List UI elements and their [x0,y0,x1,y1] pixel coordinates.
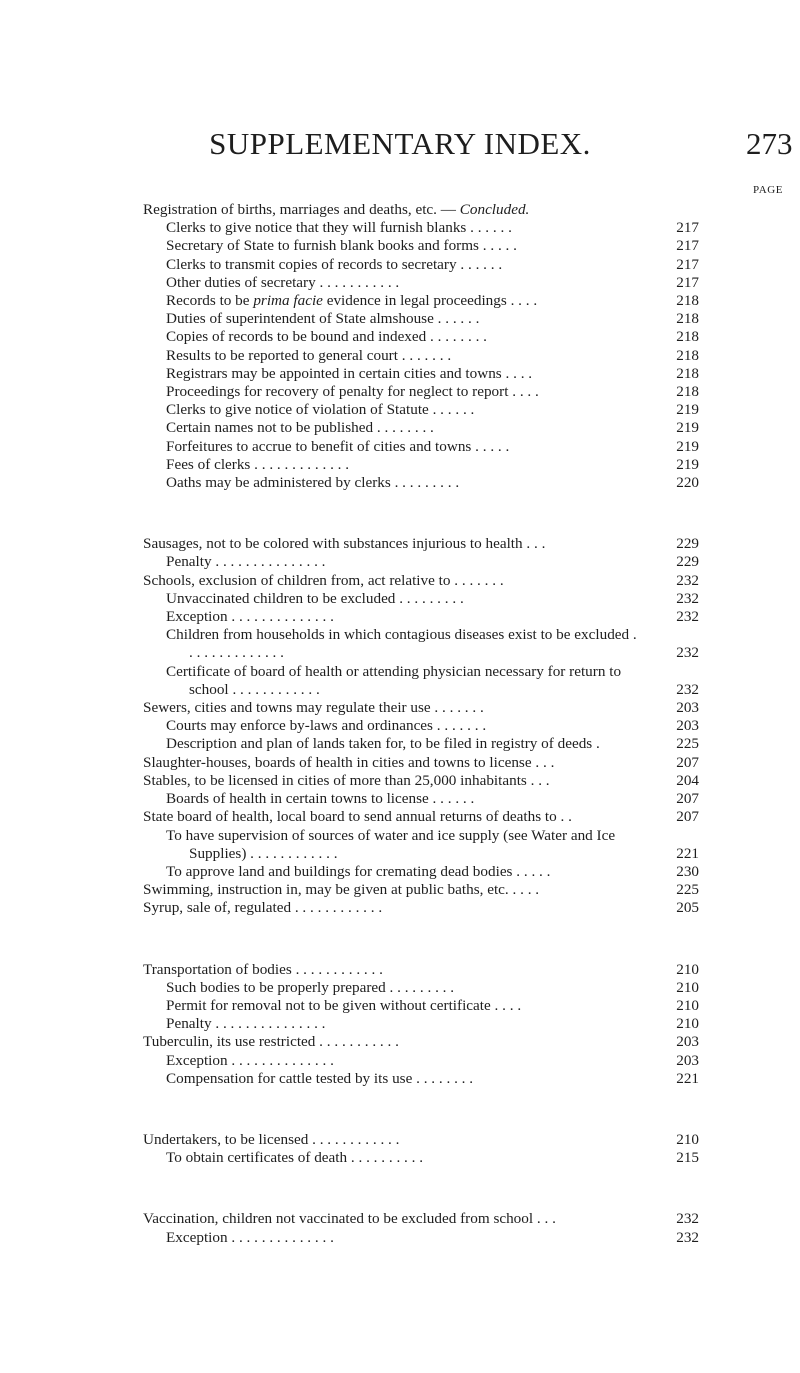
entry-page-number: 217 [676,255,699,273]
entry-page-number: 204 [676,771,699,789]
entry-text [143,456,699,474]
index-subentry [143,401,699,419]
entry-text [143,808,699,826]
entry-text-part: Description and plan of lands taken for, to be filed in registry of deeds . [166,735,600,753]
index-subentry [143,663,699,699]
index-entry [143,1033,699,1051]
entry-page-number: 217 [676,237,699,255]
entry-text [143,237,699,255]
entry-text [143,1033,699,1051]
entry-italic: Concluded. [459,201,530,218]
entry-page-number: 217 [676,219,699,237]
entry-text-part: Duties of superintendent of State almshouse . . . . . . [166,310,480,328]
entry-text-part: Other duties of secretary . . . . . . . . . . . [166,273,400,291]
entry-text-part: Sewers, cities and towns may regulate their use . . . . . . . [143,699,484,717]
entry-text-part: Registrars may be appointed in certain cities and towns . . . . [166,364,533,382]
entry-text [143,365,699,383]
index-entry [143,899,699,917]
entry-page-number: 203 [676,1051,699,1069]
entry-page-number: 217 [676,273,699,291]
entry-page-number: 229 [676,535,699,553]
entry-text-part: Clerks to give notice of violation of Statute . . . . . . [166,401,475,419]
entry-text [143,1149,699,1167]
entry-text-part: Copies of records to be bound and indexed . . . . . . . . [166,328,487,346]
index-subentry [143,717,699,735]
index-subentry [143,863,699,881]
index-subentry [143,979,699,997]
index-subentry [143,1052,699,1070]
entry-text-part: evidence in legal proceedings . . . . [322,292,538,310]
entry-page-number: 232 [676,608,699,626]
index-subentry [143,274,699,292]
entry-text-part: Compensation for cattle tested by its use . . . . . . . . [166,1069,474,1087]
entry-text-part: State board of health, local board to send annual returns of deaths to . . [143,808,572,826]
index-subentry [143,997,699,1015]
entry-text [143,1015,699,1033]
entry-text [143,1229,699,1247]
entry-page-number: 210 [676,996,699,1014]
index-subentry [143,256,699,274]
entry-page-number: 203 [676,1033,699,1051]
entry-page-number: 221 [676,844,699,862]
entry-text [143,899,699,917]
index-entry [143,808,699,826]
entry-text [143,292,699,310]
entry-text-part: Exception . . . . . . . . . . . . . . [166,1051,334,1069]
entry-italic: prima facie [253,292,323,310]
index-subentry [143,310,699,328]
entry-text [143,438,699,456]
index-entry [143,1131,699,1149]
entry-page-number: 218 [676,346,699,364]
entry-text-part: Oaths may be administered by clerks . . . . . . . . . [166,474,460,492]
entry-text-part: Secretary of State to furnish blank books and forms . . . . . [166,237,517,255]
index-entry [143,699,699,717]
index-section [143,201,699,492]
entry-text-part: Courts may enforce by-laws and ordinances . . . . . . . [166,717,487,735]
entry-text [143,347,699,365]
index-subentry [143,735,699,753]
index-subentry [143,1149,699,1167]
entry-page-number: 219 [676,437,699,455]
entry-text-part: Slaughter-houses, boards of health in cities and towns to license . . . [143,753,555,771]
entry-page-number: 232 [676,680,699,698]
index-subentry [143,419,699,437]
entry-text-part: Clerks to give notice that they will furnish blanks . . . . . . [166,219,512,237]
index-subentry [143,456,699,474]
index-subentry [143,553,699,571]
entry-text [143,419,699,437]
entry-page-number: 221 [676,1069,699,1087]
entry-text-part: Exception . . . . . . . . . . . . . . [166,1228,334,1246]
entry-text [143,881,699,899]
entry-page-number: 225 [676,881,699,899]
entry-text-part: Proceedings for recovery of penalty for neglect to report . . . . [166,383,539,401]
entry-text-part: Vaccination, children not vaccinated to be excluded from school . . . [143,1210,556,1228]
entry-page-number: 207 [676,753,699,771]
entry-text [143,310,699,328]
entry-page-number: 219 [676,455,699,473]
entry-text [143,626,699,662]
index-subentry [143,608,699,626]
entry-text-part: Swimming, instruction in, may be given at public baths, etc. . . . . [143,881,540,899]
index-subentry [143,827,699,863]
entry-text [143,772,699,790]
entry-text [143,274,699,292]
entry-page-number: 205 [676,899,699,917]
entry-text [143,328,699,346]
index-entry [143,772,699,790]
entry-page-number: 210 [676,960,699,978]
entry-page-number: 232 [676,644,699,662]
entry-page-number: 220 [676,474,699,492]
entry-text-part: Certain names not to be published . . . . . . . . [166,419,434,437]
entry-text [143,535,699,553]
entry-text-part: To obtain certificates of death . . . . . . . . . . [166,1149,424,1167]
index-section [143,1210,699,1246]
entry-text [143,383,699,401]
entry-text [143,608,699,626]
entry-text-part: Tuberculin, its use restricted . . . . . . . . . . . [143,1033,399,1051]
index-subentry [143,626,699,662]
entry-page-number: 207 [676,808,699,826]
entry-text-part: Registration of births, marriages and deaths, etc. — [143,201,460,218]
entry-text [143,754,699,772]
running-title: SUPPLEMENTARY INDEX. [209,126,591,161]
page-number: 273 [746,126,793,161]
index-entry [143,201,699,219]
index-entry [143,572,699,590]
entry-text [143,790,699,808]
index-subentry [143,383,699,401]
entry-page-number: 232 [676,571,699,589]
entry-text-part: Transportation of bodies . . . . . . . . . . . . [143,960,383,978]
entry-text [143,553,699,571]
entry-text [143,997,699,1015]
entry-text [143,717,699,735]
entry-text-part: Penalty . . . . . . . . . . . . . . . [166,553,326,571]
entry-page-number: 215 [676,1149,699,1167]
index-subentry [143,365,699,383]
entry-text-part: Clerks to transmit copies of records to secretary . . . . . . [166,255,503,273]
entry-page-number: 219 [676,401,699,419]
entry-text [143,735,699,753]
entry-text-part: Records to be [166,292,254,310]
entry-text [143,219,699,237]
entry-page-number: 210 [676,1015,699,1033]
entry-text-part: Boards of health in certain towns to license . . . . . . [166,790,475,808]
index-entry [143,881,699,899]
index-entry [143,961,699,979]
entry-text [143,1210,699,1228]
entry-text-part: Children from households in which contagious diseases exist to be excluded . . . . . . . . . . . . . . [166,626,637,662]
entry-text-part: Schools, exclusion of children from, act relative to . . . . . . . [143,571,504,589]
index-subentry [143,1015,699,1033]
entry-text [143,961,699,979]
index-subentry [143,474,699,492]
entry-text [143,401,699,419]
entry-page-number: 219 [676,419,699,437]
entry-page-number: 218 [676,292,699,310]
index-section [143,961,699,1088]
index-entry [143,1210,699,1228]
index-sections [143,201,699,1290]
entry-text-part: Such bodies to be properly prepared . . . . . . . . . [166,978,455,996]
entry-text [143,979,699,997]
entry-text [143,827,699,863]
index-subentry [143,438,699,456]
entry-text [143,474,699,492]
entry-page-number: 210 [676,978,699,996]
entry-page-number: 232 [676,589,699,607]
entry-text-part: Syrup, sale of, regulated . . . . . . . . . . . . [143,899,383,917]
entry-text [143,663,699,699]
entry-text-part: Certificate of board of health or attending physician necessary for return to school . . . . . . . . . . . . [166,662,622,698]
entry-text [143,863,699,881]
entry-page-number: 232 [676,1228,699,1246]
entry-text-part: Forfeitures to accrue to benefit of cities and towns . . . . . [166,437,510,455]
entry-page-number: 218 [676,383,699,401]
entry-text-part: Undertakers, to be licensed . . . . . . . . . . . . [143,1130,400,1148]
index-subentry [143,237,699,255]
index-subentry [143,292,699,310]
entry-page-number: 203 [676,717,699,735]
index-subentry [143,328,699,346]
index-entry [143,535,699,553]
entry-text [143,699,699,717]
entry-page-number: 230 [676,862,699,880]
entry-text-part: Unvaccinated children to be excluded . . . . . . . . . [166,589,464,607]
entry-page-number: 203 [676,699,699,717]
entry-text [143,590,699,608]
entry-text-part: To approve land and buildings for cremating dead bodies . . . . . [166,862,551,880]
entry-text-part: Sausages, not to be colored with substances injurious to health . . . [143,535,546,553]
entry-text-part: Penalty . . . . . . . . . . . . . . . [166,1015,326,1033]
index-entry [143,754,699,772]
entry-text [143,201,699,219]
entry-text-part: Fees of clerks . . . . . . . . . . . . . [166,455,350,473]
entry-page-number: 218 [676,364,699,382]
entry-text [143,572,699,590]
page-column-label: PAGE [753,184,784,196]
entry-page-number: 207 [676,790,699,808]
entry-page-number: 210 [676,1130,699,1148]
index-section [143,535,699,917]
entry-text-part: Results to be reported to general court . . . . . . . [166,346,452,364]
index-section [143,1131,699,1167]
index-subentry [143,219,699,237]
entry-text [143,1131,699,1149]
entry-text-part: Exception . . . . . . . . . . . . . . [166,608,334,626]
entry-text-part: To have supervision of sources of water and ice supply (see Water and Ice Supplies) . . . . . . . . . . . . [166,826,616,862]
entry-text-part: Stables, to be licensed in cities of more than 25,000 inhabitants . . . [143,771,550,789]
index-subentry [143,590,699,608]
entry-page-number: 229 [676,553,699,571]
entry-text [143,1052,699,1070]
index-subentry [143,1229,699,1247]
entry-page-number: 225 [676,735,699,753]
entry-page-number: 218 [676,328,699,346]
entry-text [143,1070,699,1088]
entry-page-number: 232 [676,1210,699,1228]
index-subentry [143,790,699,808]
index-subentry [143,1070,699,1088]
entry-text [143,256,699,274]
entry-text-part: Permit for removal not to be given without certificate . . . . [166,996,522,1014]
entry-page-number: 218 [676,310,699,328]
index-subentry [143,347,699,365]
